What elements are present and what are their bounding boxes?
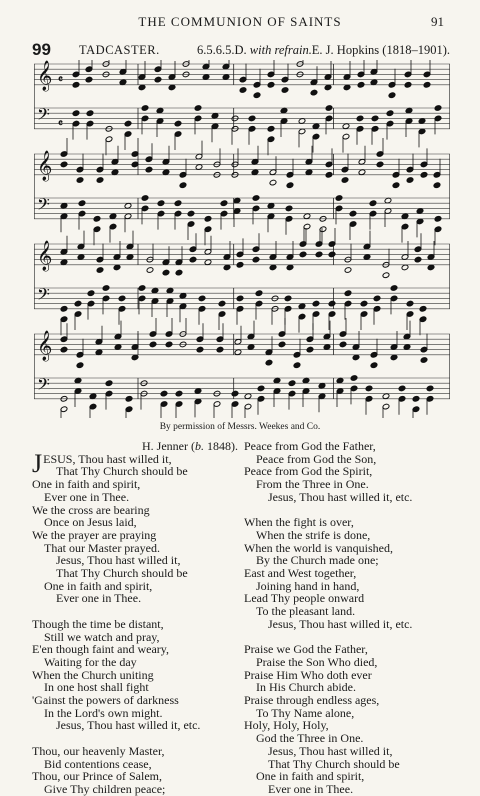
note-head xyxy=(398,385,406,392)
verse-line: Joining hand in hand, xyxy=(256,578,360,593)
note-head xyxy=(89,393,97,400)
hymn-heading xyxy=(32,42,450,62)
note-head xyxy=(125,396,133,403)
note-head xyxy=(60,346,68,353)
verse-line: East and West together, xyxy=(244,566,357,581)
note-head xyxy=(198,295,206,302)
note-head xyxy=(286,182,294,189)
note-head xyxy=(267,82,275,89)
note-head xyxy=(220,200,228,207)
verse-line: We the cross are bearing xyxy=(32,502,150,517)
note-head xyxy=(303,213,311,220)
time-signature: 𝄴 xyxy=(58,116,63,130)
note-head xyxy=(160,390,168,397)
treble-clef: 𝄞 xyxy=(37,60,53,91)
verse-line: When the world is vanquished, xyxy=(244,540,393,555)
treble-clef: 𝄞 xyxy=(37,150,53,181)
author-credit: H. Jenner (b. 1848). xyxy=(142,439,238,453)
note-head xyxy=(175,390,183,397)
verse-line: Peace from God the Son, xyxy=(256,451,377,466)
note-head xyxy=(312,123,320,130)
note-head xyxy=(382,393,390,400)
note-head xyxy=(344,290,352,297)
note-head xyxy=(325,105,333,112)
verse-line: 'Gainst the powers of darkness xyxy=(32,693,179,708)
note-head xyxy=(78,200,86,207)
note-head xyxy=(113,264,121,271)
note-head xyxy=(420,357,428,364)
note-head xyxy=(269,179,277,186)
note-head xyxy=(77,254,85,261)
verse-line: To the pleasant land. xyxy=(256,604,356,619)
verse-line: We the prayer are praying xyxy=(32,527,157,542)
note-head xyxy=(187,210,195,217)
refrain-line: Jesus, Thou hast willed it, etc. xyxy=(56,718,201,733)
note-head xyxy=(286,264,294,271)
note-head xyxy=(369,200,377,207)
note-head xyxy=(141,105,149,112)
note-head xyxy=(119,79,127,86)
note-head xyxy=(302,377,310,384)
verse-line: Ever one in Thee. xyxy=(44,489,130,504)
refrain-line: Jesus, Thou hast willed it, xyxy=(56,553,181,568)
note-head xyxy=(124,203,132,210)
note-head xyxy=(233,197,241,204)
verse-line: One in faith and spirit, xyxy=(32,477,141,492)
verse-line: Waiting for the day xyxy=(44,654,137,669)
author-name: H. Jenner xyxy=(142,439,188,453)
verse-line: God the Three in One. xyxy=(256,731,364,746)
treble-clef: 𝄞 xyxy=(37,240,53,271)
note-head xyxy=(299,251,307,258)
note-head xyxy=(382,272,390,279)
note-head xyxy=(166,287,174,294)
note-head xyxy=(85,76,93,83)
note-head xyxy=(157,200,165,207)
note-head xyxy=(87,290,95,297)
meter-numbers: 6.5.6.5.D. xyxy=(197,43,247,57)
page-number: 91 xyxy=(431,14,444,29)
refrain-line: One in faith and spirit, xyxy=(256,769,365,784)
note-head xyxy=(239,87,247,94)
note-head xyxy=(141,195,149,202)
note-head xyxy=(76,177,84,184)
verse-line: Holy, Holy, Holy, xyxy=(244,718,329,733)
note-head xyxy=(298,118,306,125)
note-head xyxy=(244,393,252,400)
verse-line: Give Thy children peace; xyxy=(44,781,166,796)
note-head xyxy=(234,349,242,356)
note-head xyxy=(236,262,244,269)
note-head xyxy=(371,115,379,122)
note-head xyxy=(434,216,442,223)
note-head xyxy=(174,120,182,127)
note-head xyxy=(370,79,378,86)
note-head xyxy=(323,344,331,351)
note-head xyxy=(339,341,347,348)
note-head xyxy=(204,259,212,266)
verse-line: By the Church made one; xyxy=(256,553,379,568)
note-head xyxy=(138,84,146,91)
note-head xyxy=(306,346,314,353)
note-head xyxy=(74,300,82,307)
note-head xyxy=(324,84,332,91)
note-head xyxy=(434,105,442,112)
time-signature: 𝄴 xyxy=(58,72,63,86)
note-head xyxy=(60,259,68,266)
note-head xyxy=(328,251,336,258)
bass-clef: 𝄢 xyxy=(37,103,50,128)
verse-line: To Thy Name alone, xyxy=(256,705,355,720)
note-head xyxy=(179,293,187,300)
note-head xyxy=(202,74,210,81)
refrain-line: One in faith and spirit, xyxy=(44,578,153,593)
verse-line: Thou, our Prince of Salem, xyxy=(32,769,162,784)
note-head xyxy=(96,177,104,184)
note-head xyxy=(344,267,352,274)
note-head xyxy=(392,182,400,189)
note-head xyxy=(257,385,265,392)
note-head xyxy=(102,285,110,292)
note-head xyxy=(211,113,219,120)
note-head xyxy=(118,295,126,302)
note-head xyxy=(138,285,146,292)
note-head xyxy=(252,195,260,202)
note-head xyxy=(126,254,134,261)
note-head xyxy=(156,107,164,114)
hymn-number: 99 xyxy=(32,40,51,59)
note-head xyxy=(72,110,80,117)
note-head xyxy=(384,197,392,204)
note-head xyxy=(335,195,343,202)
note-head xyxy=(93,216,101,223)
note-head xyxy=(247,344,255,351)
note-head xyxy=(278,341,286,348)
note-head xyxy=(60,203,68,210)
note-head xyxy=(405,107,413,114)
verse-line: Praise the Son Who died, xyxy=(256,654,378,669)
note-head xyxy=(269,264,277,271)
note-head xyxy=(231,390,239,397)
note-head xyxy=(423,82,431,89)
note-head xyxy=(288,380,296,387)
note-head xyxy=(255,290,263,297)
note-head xyxy=(390,354,398,361)
note-head xyxy=(267,126,275,133)
note-head xyxy=(236,295,244,302)
note-head xyxy=(420,172,428,179)
note-head xyxy=(162,269,170,276)
note-head xyxy=(131,354,139,361)
note-head xyxy=(401,264,409,271)
refrain-line: That Thy Church should be xyxy=(56,566,188,581)
note-head xyxy=(168,84,176,91)
note-head xyxy=(376,161,384,168)
note-head xyxy=(111,169,119,176)
note-head xyxy=(403,344,411,351)
refrain-line: Ever one in Thee. xyxy=(268,781,354,796)
verse-line: When the fight is over, xyxy=(244,515,354,530)
note-head xyxy=(189,256,197,263)
note-head xyxy=(248,115,256,122)
note-head xyxy=(336,377,344,384)
note-head xyxy=(95,349,103,356)
refrain-line: Jesus, Thou hast willed it, etc. xyxy=(268,616,413,631)
note-head xyxy=(318,383,326,390)
note-head xyxy=(356,115,364,122)
drop-cap: J xyxy=(32,448,43,478)
note-head xyxy=(310,89,318,96)
note-head xyxy=(196,346,204,353)
note-head xyxy=(109,213,117,220)
note-head xyxy=(349,210,357,217)
composer: E. J. Hopkins (1818–1901). xyxy=(311,43,450,57)
verse-line: Still we watch and pray, xyxy=(44,629,160,644)
verse-line: Praise through endless ages, xyxy=(244,693,380,708)
note-head xyxy=(293,362,301,369)
note-head xyxy=(86,110,94,117)
note-head xyxy=(414,256,422,263)
refrain-line: Ever one in Thee. xyxy=(56,591,142,606)
page-header xyxy=(0,14,480,34)
note-head xyxy=(105,380,113,387)
verse-line: When the strife is done, xyxy=(256,527,371,542)
note-head xyxy=(145,166,153,173)
note-head xyxy=(418,118,426,125)
note-head xyxy=(151,287,159,294)
verse-line: That our Master prayed. xyxy=(44,540,160,555)
note-head xyxy=(305,169,313,176)
note-head xyxy=(363,254,371,261)
note-head xyxy=(267,203,275,210)
note-head xyxy=(273,377,281,384)
verse-line: E'en though faint and weary, xyxy=(32,642,170,657)
note-head xyxy=(280,107,288,114)
bass-clef: 𝄢 xyxy=(37,283,50,308)
note-head xyxy=(165,341,173,348)
note-head xyxy=(216,346,224,353)
verse-line: Praise Him Who doth ever xyxy=(244,667,372,682)
note-head xyxy=(386,110,394,117)
note-head xyxy=(179,182,187,189)
verse-line: Bid contentions cease, xyxy=(44,756,152,771)
note-head xyxy=(285,205,293,212)
note-head xyxy=(204,216,212,223)
refrain-line: Jesus, Thou hast willed it, etc. xyxy=(268,489,413,504)
note-head xyxy=(341,177,349,184)
bass-clef: 𝄢 xyxy=(37,193,50,218)
note-head xyxy=(251,169,259,176)
note-head xyxy=(350,375,358,382)
verse-line: In the Lord's own might. xyxy=(44,705,163,720)
verse-line: Lead Thy people onward xyxy=(244,591,365,606)
note-head xyxy=(146,267,154,274)
note-head xyxy=(149,341,157,348)
bass-clef: 𝄢 xyxy=(37,373,50,398)
note-head xyxy=(390,285,398,292)
note-head xyxy=(401,213,409,220)
note-head xyxy=(358,169,366,176)
note-head xyxy=(406,300,414,307)
treble-clef: 𝄞 xyxy=(37,330,53,361)
note-head xyxy=(360,300,368,307)
verse-line: From the Three in One. xyxy=(256,477,369,492)
note-head xyxy=(404,82,412,89)
tune-name: TADCASTER. xyxy=(79,43,160,57)
note-head xyxy=(373,295,381,302)
verse-line: Though the time be distant, xyxy=(32,616,164,631)
note-head xyxy=(312,300,320,307)
note-head xyxy=(96,267,104,274)
verse-line: That Thy Church should be xyxy=(56,464,188,479)
refrain-line: Jesus, Thou hast willed it, xyxy=(268,743,393,758)
note-head xyxy=(74,377,82,384)
verse-line: Peace from God the Father, xyxy=(244,439,376,453)
note-head xyxy=(114,344,122,351)
note-head xyxy=(60,161,68,168)
note-head xyxy=(76,362,84,369)
note-head xyxy=(284,295,292,302)
note-head xyxy=(60,306,68,313)
note-head xyxy=(315,251,323,258)
note-head xyxy=(174,200,182,207)
verse-column-left xyxy=(32,440,242,796)
verse-column-right xyxy=(244,440,464,796)
verse-line: In one host shall fight xyxy=(44,680,149,695)
verse-line: In His Church abide. xyxy=(256,680,356,695)
verse-line: JESUS, Thou hast willed it, xyxy=(32,448,172,478)
note-head xyxy=(426,385,434,392)
refrain-line: That Thy Church should be xyxy=(268,756,400,771)
note-head xyxy=(162,169,170,176)
note-head xyxy=(194,388,202,395)
meter xyxy=(197,43,312,58)
note-head xyxy=(222,74,230,81)
note-head xyxy=(416,208,424,215)
music-score xyxy=(34,60,450,418)
note-head xyxy=(298,303,306,310)
note-head xyxy=(175,269,183,276)
note-head xyxy=(419,306,427,313)
verse-line: When the Church uniting xyxy=(32,667,154,682)
note-head xyxy=(265,359,273,366)
note-head xyxy=(412,396,420,403)
note-head xyxy=(342,123,350,130)
note-head xyxy=(194,105,202,112)
note-head xyxy=(328,300,336,307)
note-head xyxy=(325,172,333,179)
note-head xyxy=(124,120,132,127)
note-head xyxy=(223,264,231,271)
note-head xyxy=(253,92,261,99)
note-head xyxy=(281,87,289,94)
note-head xyxy=(388,92,396,99)
note-head xyxy=(72,82,80,89)
note-head xyxy=(195,164,203,171)
note-head xyxy=(352,354,360,361)
note-head xyxy=(218,300,226,307)
note-head xyxy=(343,84,351,91)
meter-refrain: with refrain. xyxy=(249,43,312,57)
note-head xyxy=(427,264,435,271)
verse-line: Once on Jesus laid, xyxy=(44,515,137,530)
note-head xyxy=(370,362,378,369)
note-head xyxy=(252,256,260,263)
verse-line: Thou, our heavenly Master, xyxy=(32,743,165,758)
verse-line: Peace from God the Spirit, xyxy=(244,464,373,479)
running-title: THE COMMUNION OF SAINTS xyxy=(138,14,342,29)
note-head xyxy=(433,182,441,189)
note-head xyxy=(365,385,373,392)
verse-line: Praise we God the Father, xyxy=(244,642,368,657)
note-head xyxy=(406,177,414,184)
note-head xyxy=(154,76,162,83)
note-head xyxy=(357,82,365,89)
permission-note: By permission of Messrs. Weekes and Co. xyxy=(159,422,321,432)
